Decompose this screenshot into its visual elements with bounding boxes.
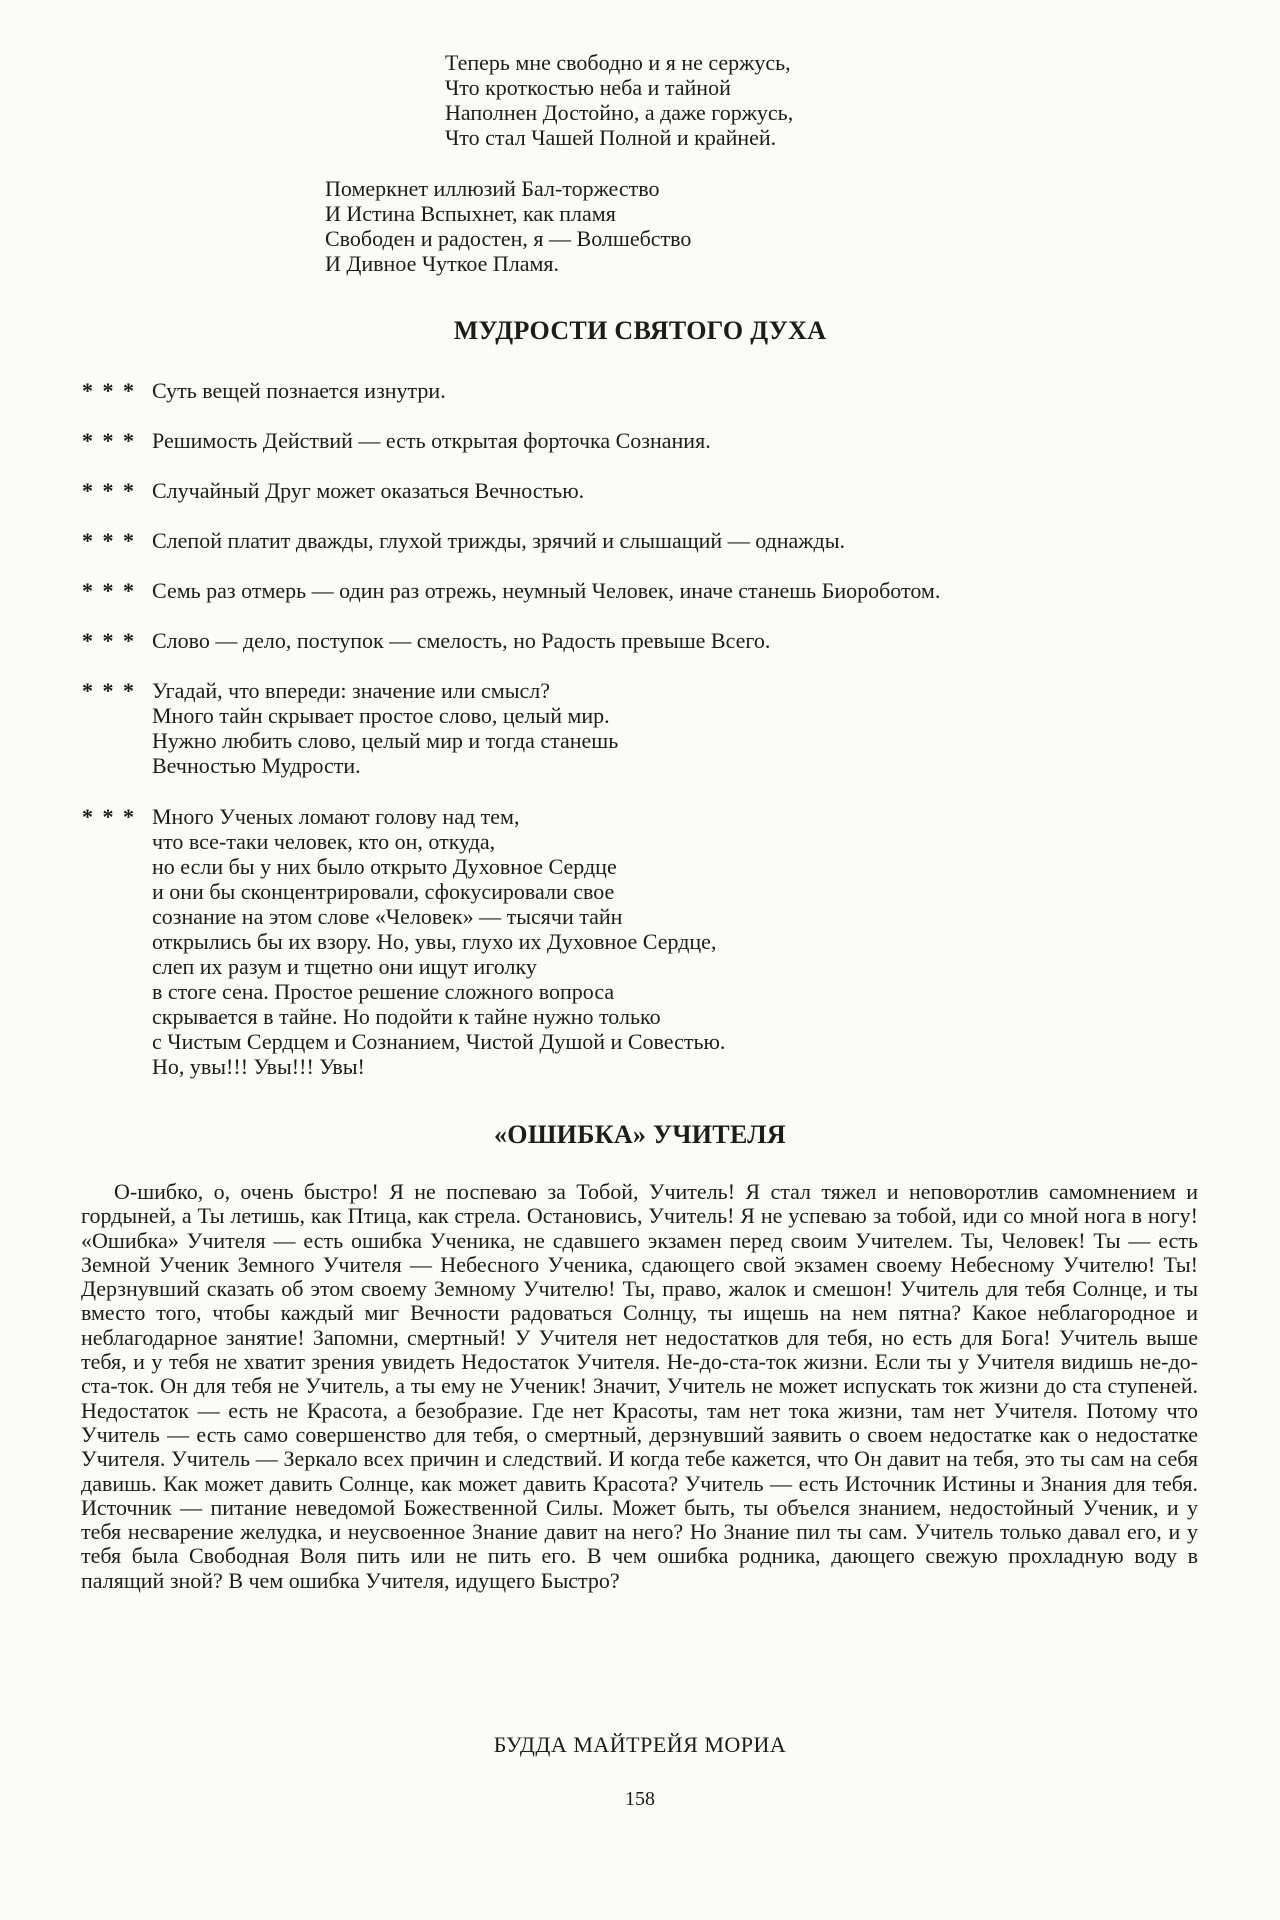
author-signature: БУДДА МАЙТРЕЙЯ МОРИА xyxy=(493,1732,787,1757)
poem-stanza-bottom xyxy=(325,176,691,276)
poem-line: Что стал Чашей Полной и крайней. xyxy=(445,125,777,150)
saying-line: открылись бы их взору. Но, увы, глухо их Духовное Сердце, xyxy=(152,929,717,954)
saying-line: Угадай, что впереди: значение или смысл? xyxy=(152,678,551,703)
saying-line: Нужно любить слово, целый мир и тогда станешь xyxy=(152,728,619,753)
section-heading-mistake: «ОШИБКА» УЧИТЕЛЯ xyxy=(494,1120,786,1149)
poem-line: Свободен и радостен, я — Волшебство xyxy=(325,226,692,251)
saying-line: Слепой платит дважды, глухой трижды, зрячий и слышащий — однажды. xyxy=(152,528,845,553)
asterisk-marker: * * * xyxy=(82,378,136,403)
saying-line: Суть вещей познается изнутри. xyxy=(152,378,446,403)
asterisk-marker: * * * xyxy=(82,578,136,603)
saying-line: Вечностью Мудрости. xyxy=(152,753,361,778)
page-number: 158 xyxy=(625,1788,655,1810)
poem-line: И Истина Вспыхнет, как пламя xyxy=(325,201,616,226)
saying-line: Решимость Действий — есть открытая форточка Сознания. xyxy=(152,428,711,453)
saying-line: и они бы сконцентрировали, сфокусировали свое xyxy=(152,879,615,904)
asterisk-marker: * * * xyxy=(82,428,136,453)
saying-line: Случайный Друг может оказаться Вечностью. xyxy=(152,478,585,503)
saying-line: слеп их разум и тщетно они ищут иголку xyxy=(152,954,537,979)
poem-stanza-top xyxy=(445,50,793,150)
saying-line: с Чистым Сердцем и Сознанием, Чистой Душой и Совестью. xyxy=(152,1029,726,1054)
saying-line: скрывается в тайне. Но подойти к тайне нужно только xyxy=(152,1004,661,1029)
poem-line: И Дивное Чуткое Пламя. xyxy=(325,251,560,276)
prose-paragraph: О-шибко, о, очень быстро! Я не поспеваю за Тобой, Учитель! Я стал тяжел и неповоротлив самомнением и гордыней, а Ты летишь, как Птица, как стрела. Остановись, Учитель! Я не успеваю за тобой, иди со мной нога в ногу! «Ошибка» Учителя — есть ошибка Ученика, не сдавшего экзамен перед своим Учителем. Ты, Человек! Ты — есть Земной Ученик Земного Учителя — Небесного Ученика, сдающего свой экзамен своему Небесному Учителю! Ты! Дерзнувший сказать об этом своему Земному Учителю! Ты, право, жалок и смешон! Учитель для тебя Солнце, и ты вместо того, чтобы каждый миг Вечности радоваться Солнцу, ты ищешь на нем пятна? Какое неблагородное и неблагодарное занятие! Запомни, смертный! У Учителя нет недостатков для тебя, но есть для Бога! Учитель выше тебя, и у тебя не хватит зрения увидеть Недостаток Учителя. Не-до-ста-ток жизни. Если ты у Учителя видишь не-до-ста-ток. Он для тебя не Учитель, а ты ему не Ученик! Значит, Учитель не может испускать ток жизни до ста ступеней. Недостаток — есть не Красота, а безобразие. Где нет Красоты, там нет тока жизни, там нет Учителя. Потому что Учитель — есть само совершенство для тебя, о смертный, дерзнувший заявить о своем недостатке как о недостатке Учителя. Учитель — Зеркало всех причин и следствий. И когда тебе кажется, что Он давит на тебя, это ты сам на себя давишь. Как может давить Солнце, как может давить Красота? Учитель — есть Источник Истины и Знания для тебя. Источник — питание неведомой Божественной Силы. Может быть, ты объелся знанием, недостойный Ученик, и у тебя несварение желудка, и неусвоенное Знание давит на него? Но Знание пил ты сам. Учитель только давал его, и у тебя была Свободная Воля пить или не пить его. В чем ошибка родника, дающего свежую прохладную воду в палящий зной? В чем ошибка Учителя, идущего Быстро? xyxy=(81,1179,1198,1593)
saying-line: в стоге сена. Простое решение сложного вопроса xyxy=(152,979,615,1004)
saying-line: Но, увы!!! Увы!!! Увы! xyxy=(152,1054,365,1079)
asterisk-marker: * * * xyxy=(82,478,136,503)
asterisk-marker: * * * xyxy=(82,628,136,653)
saying-line: Много тайн скрывает простое слово, целый мир. xyxy=(152,703,610,728)
poem-line: Наполнен Достойно, а даже горжусь, xyxy=(445,100,794,125)
saying-line: сознание на этом слове «Человек» — тысячи тайн xyxy=(152,904,623,929)
saying-line: Много Ученых ломают голову над тем, xyxy=(152,804,520,829)
poem-line: Теперь мне свободно и я не сержусь, xyxy=(445,50,791,75)
asterisk-marker: * * * xyxy=(82,678,136,703)
saying-line: что все-таки человек, кто он, откуда, xyxy=(152,829,496,854)
section-heading-wisdoms: МУДРОСТИ СВЯТОГО ДУХА xyxy=(453,316,827,345)
saying-line: но если бы у них было открыто Духовное Сердце xyxy=(152,854,617,879)
asterisk-marker: * * * xyxy=(82,804,136,829)
asterisk-marker: * * * xyxy=(82,528,136,553)
saying-line: Слово — дело, поступок — смелость, но Радость превыше Всего. xyxy=(152,628,771,653)
poem-line: Что кроткостью неба и тайной xyxy=(445,75,731,100)
saying-line: Семь раз отмерь — один раз отрежь, неумный Человек, иначе станешь Биороботом. xyxy=(152,578,941,603)
poem-line: Померкнет иллюзий Бал-торжество xyxy=(325,176,660,201)
